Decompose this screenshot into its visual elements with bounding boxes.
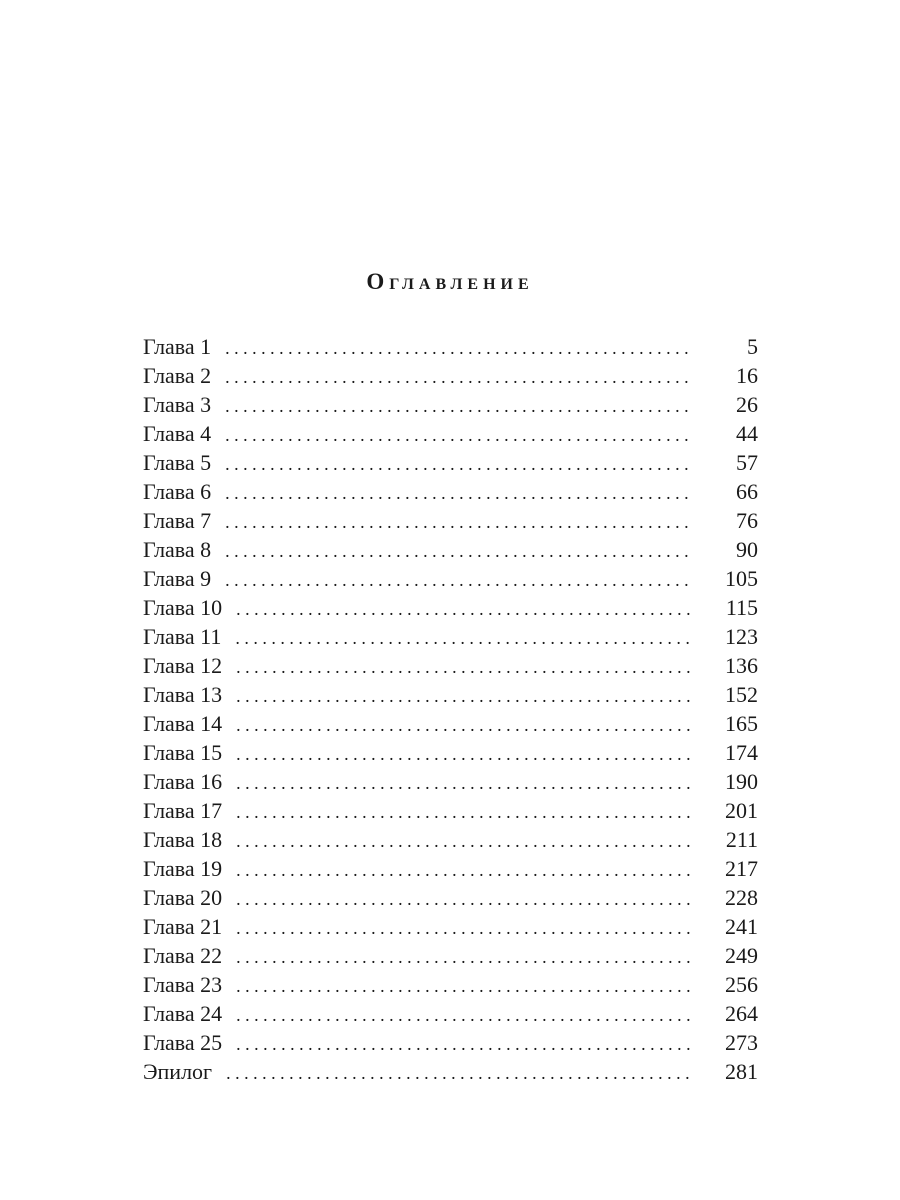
toc-entry-label: Глава 13 — [143, 682, 223, 707]
dot-leader — [225, 334, 690, 363]
toc-entry-page-number: 165 — [725, 711, 758, 736]
toc-entry-label: Глава 10 — [143, 595, 223, 620]
toc-entry[interactable] — [143, 1028, 758, 1057]
toc-entry-page-number: 249 — [725, 943, 758, 968]
toc-entry-page-number: 241 — [725, 914, 758, 939]
toc-entry-label: Глава 4 — [143, 421, 212, 446]
page-title: Оглавление — [366, 269, 534, 294]
dot-leader — [236, 856, 690, 885]
dot-leader — [225, 450, 690, 479]
toc-entry-label: Глава 5 — [143, 450, 212, 475]
toc-entry-label: Глава 16 — [143, 769, 223, 794]
toc-entry[interactable] — [143, 564, 758, 593]
toc-entry-label: Глава 6 — [143, 479, 212, 504]
toc-entry-label: Глава 12 — [143, 653, 223, 678]
toc-entry[interactable] — [143, 622, 758, 651]
toc-entry[interactable] — [143, 651, 758, 680]
toc-entry-page-number: 152 — [725, 682, 758, 707]
dot-leader — [225, 566, 690, 595]
dot-leader — [236, 682, 690, 711]
toc-entry[interactable] — [143, 912, 758, 941]
toc-entry-page-number: 76 — [736, 508, 758, 533]
toc-entry-page-number: 264 — [725, 1001, 758, 1026]
dot-leader — [225, 537, 690, 566]
toc-entry-label: Глава 7 — [143, 508, 212, 533]
dot-leader — [236, 1001, 690, 1030]
toc-entry-page-number: 90 — [736, 537, 758, 562]
dot-leader — [236, 914, 690, 943]
dot-leader — [236, 943, 690, 972]
toc-entry-page-number: 136 — [725, 653, 758, 678]
toc-entry[interactable] — [143, 448, 758, 477]
dot-leader — [236, 653, 690, 682]
toc-entry-label: Глава 11 — [143, 624, 222, 649]
toc-entry-page-number: 217 — [725, 856, 758, 881]
toc-entry-page-number: 44 — [736, 421, 758, 446]
toc-entry[interactable] — [143, 970, 758, 999]
toc-entry[interactable] — [143, 1057, 758, 1086]
toc-entry-label: Глава 24 — [143, 1001, 223, 1026]
dot-leader — [225, 421, 690, 450]
dot-leader — [226, 1059, 690, 1088]
toc-entry-page-number: 256 — [725, 972, 758, 997]
toc-entry-page-number: 273 — [725, 1030, 758, 1055]
toc-entry-label: Эпилог — [143, 1059, 213, 1084]
toc-entry-label: Глава 22 — [143, 943, 223, 968]
toc-entry-label: Глава 23 — [143, 972, 223, 997]
toc-entry[interactable] — [143, 419, 758, 448]
dot-leader — [236, 740, 690, 769]
toc-entry-label: Глава 1 — [143, 334, 212, 359]
dot-leader — [236, 595, 690, 624]
toc-entry[interactable] — [143, 999, 758, 1028]
toc-entry-label: Глава 3 — [143, 392, 212, 417]
toc-entry[interactable] — [143, 854, 758, 883]
dot-leader — [225, 392, 690, 421]
toc-entry[interactable] — [143, 941, 758, 970]
toc-entry-page-number: 281 — [725, 1059, 758, 1084]
dot-leader — [225, 479, 690, 508]
dot-leader — [236, 972, 690, 1001]
toc-entry[interactable] — [143, 506, 758, 535]
toc-entry-page-number: 123 — [725, 624, 758, 649]
toc-entry-label: Глава 20 — [143, 885, 223, 910]
toc-entry-label: Глава 14 — [143, 711, 223, 736]
dot-leader — [236, 798, 690, 827]
toc-entry-page-number: 26 — [736, 392, 758, 417]
toc-entry[interactable] — [143, 361, 758, 390]
toc-entry-label: Глава 17 — [143, 798, 223, 823]
dot-leader — [236, 711, 690, 740]
toc-entry[interactable] — [143, 477, 758, 506]
toc-entry-label: Глава 9 — [143, 566, 212, 591]
toc-entry[interactable] — [143, 535, 758, 564]
toc-entry-page-number: 201 — [725, 798, 758, 823]
toc-entry-page-number: 16 — [736, 363, 758, 388]
dot-leader — [236, 769, 690, 798]
toc-entry-page-number: 174 — [725, 740, 758, 765]
toc-entry[interactable] — [143, 680, 758, 709]
toc-entry[interactable] — [143, 709, 758, 738]
dot-leader — [236, 827, 690, 856]
toc-entry[interactable] — [143, 390, 758, 419]
dot-leader — [225, 363, 690, 392]
toc-entry-page-number: 190 — [725, 769, 758, 794]
dot-leader — [235, 624, 690, 653]
dot-leader — [225, 508, 690, 537]
dot-leader — [236, 1030, 690, 1059]
toc-entry-page-number: 211 — [725, 827, 758, 852]
toc-entry[interactable] — [143, 767, 758, 796]
toc-entry-page-number: 66 — [736, 479, 758, 504]
toc-entry[interactable] — [143, 796, 758, 825]
toc-entry-label: Глава 18 — [143, 827, 223, 852]
toc-entry[interactable] — [143, 738, 758, 767]
toc-entry-label: Глава 21 — [143, 914, 223, 939]
toc-entry-label: Глава 15 — [143, 740, 223, 765]
toc-entry-page-number: 5 — [747, 334, 758, 359]
toc-entry-page-number: 228 — [725, 885, 758, 910]
toc-entry[interactable] — [143, 593, 758, 622]
toc-entry-label: Глава 25 — [143, 1030, 223, 1055]
toc-entry-label: Глава 8 — [143, 537, 212, 562]
toc-entry-page-number: 57 — [736, 450, 758, 475]
toc-entry-page-number: 105 — [725, 566, 758, 591]
toc-entry[interactable] — [143, 332, 758, 361]
toc-entry[interactable] — [143, 883, 758, 912]
toc-entry[interactable] — [143, 825, 758, 854]
dot-leader — [236, 885, 690, 914]
toc-entry-label: Глава 19 — [143, 856, 223, 881]
toc-entry-label: Глава 2 — [143, 363, 212, 388]
toc-entry-page-number: 115 — [725, 595, 758, 620]
table-of-contents — [143, 332, 758, 1086]
